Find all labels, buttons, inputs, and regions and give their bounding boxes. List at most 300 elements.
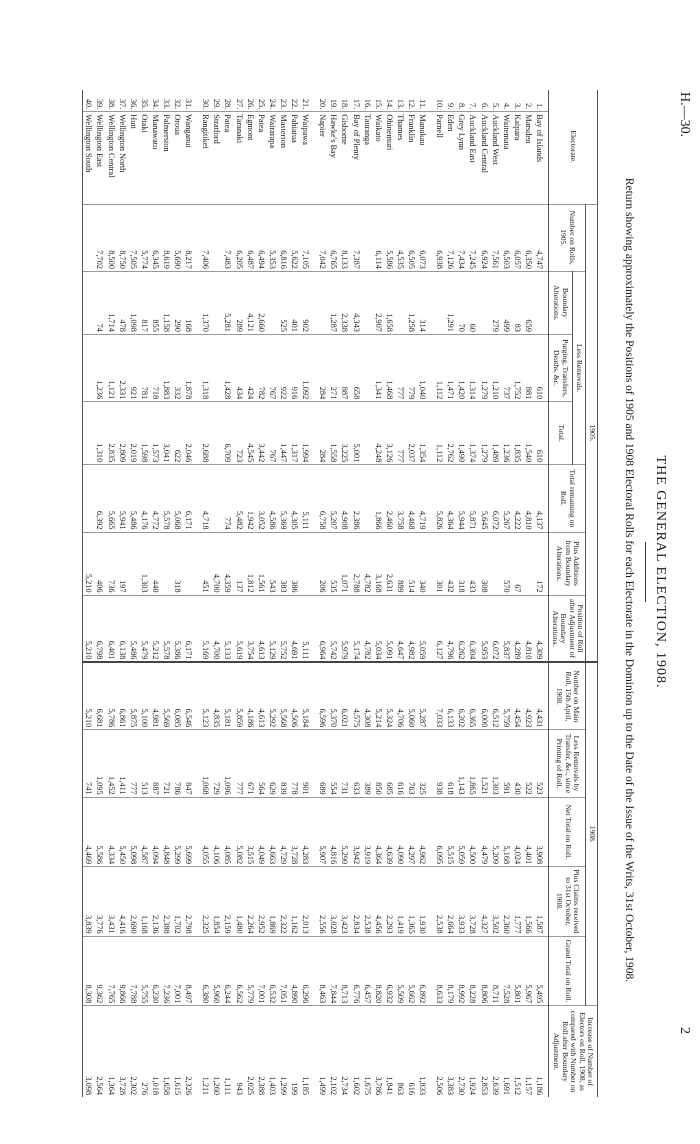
table-cell: 3,442 [256, 402, 267, 465]
table-cell: 3,168 [373, 532, 384, 595]
row-number: 11. [418, 99, 428, 110]
table-cell: 1,018 [150, 1006, 161, 1097]
table-cell: 1,299 [278, 1006, 289, 1097]
table-cell: 4,334 [105, 797, 116, 867]
table-cell: 2,302 [128, 1006, 139, 1097]
table-cell: 6,072 [490, 595, 501, 662]
table-cell: 729 [211, 730, 222, 797]
table-cell: 199 [289, 1006, 300, 1097]
table-cell: 591 [501, 730, 512, 797]
table-cell: 3,502 [490, 867, 501, 937]
table-cell: 440 [150, 532, 161, 595]
table-cell: 5,386 [172, 595, 183, 662]
row-number: 15. [373, 98, 383, 110]
table-cell: 5,786 [105, 662, 116, 729]
table-cell: 1,098 [128, 271, 139, 334]
table-cell: 5,665 [105, 465, 116, 532]
table-cell: 7,434 [456, 204, 467, 271]
table-cell: 2,338 [339, 271, 350, 334]
table-cell: 70 [456, 271, 467, 334]
table-cell: 4,359 [222, 532, 233, 595]
table-cell: 5,859 [234, 662, 245, 729]
table-cell: 4,305 [289, 465, 300, 532]
table-row [523, 90, 534, 1097]
table-cell: 332 [172, 334, 183, 401]
table-cell: 5,944 [456, 465, 467, 532]
table-cell: 685 [384, 730, 395, 797]
table-cell: 5,586 [384, 204, 395, 271]
table-cell: 4,613 [256, 595, 267, 662]
table-cell: 8,133 [339, 204, 350, 271]
table-cell: 8,711 [490, 936, 501, 1006]
table-cell: 1,841 [384, 1006, 395, 1097]
table-cell: 1,675 [362, 1006, 373, 1097]
table-row [512, 90, 523, 1097]
table-cell: 172 [534, 532, 549, 595]
table-row [245, 90, 256, 1097]
table-cell: 5,068 [172, 465, 183, 532]
table-row [161, 90, 172, 1097]
table-cell: 6,512 [490, 662, 501, 729]
table-row [406, 90, 417, 1097]
table-cell: 4,729 [278, 797, 289, 867]
table-cell: 902 [300, 271, 317, 334]
table-cell: 7,406 [200, 204, 211, 271]
table-cell: 5,837 [501, 595, 512, 662]
table-cell: 4,364 [373, 797, 384, 867]
row-number: 1. [535, 102, 545, 110]
table-cell: 2,556 [317, 867, 328, 937]
table-cell: 1,598 [139, 402, 150, 465]
table-row [150, 90, 161, 1097]
table-cell: 4,613 [256, 662, 267, 729]
table-cell: 3,786 [373, 1006, 384, 1097]
table-cell: 8,500 [105, 204, 116, 271]
table-cell: 2,506 [434, 1006, 445, 1097]
table-cell: 689 [317, 730, 328, 797]
header-boundary-alterations: Boundary Alterations. [549, 271, 573, 334]
table-cell [300, 532, 317, 595]
table-cell: 5,353 [267, 204, 278, 271]
table-cell: 3,431 [105, 867, 116, 937]
table-cell: 8,308 [83, 936, 95, 1006]
table-cell [211, 271, 222, 334]
table-row [211, 90, 222, 1097]
electorate-name: Oroua [172, 112, 183, 204]
table-row [384, 90, 395, 1097]
row-number: 10. [435, 98, 445, 110]
table-cell: 4,343 [350, 271, 361, 334]
table-cell: 1,777 [512, 867, 523, 937]
table-row [395, 90, 406, 1097]
table-cell: 6,350 [523, 204, 534, 271]
table-cell: 5,091 [384, 595, 395, 662]
table-cell: 6,596 [317, 662, 328, 729]
table-cell: 5,287 [417, 662, 434, 729]
table-cell: 1,111 [222, 1006, 233, 1097]
table-cell: 1,236 [501, 402, 512, 465]
row-number: 7. [468, 102, 478, 110]
table-cell: 4,700 [211, 532, 222, 595]
table-cell: 1,994 [300, 402, 317, 465]
table-cell: 5,174 [350, 595, 361, 662]
table-cell: 2,325 [200, 867, 211, 937]
table-cell: 863 [395, 1006, 406, 1097]
table-cell: 767 [267, 402, 278, 465]
table-cell: 6,709 [222, 402, 233, 465]
table-cell: 1,210 [490, 334, 501, 401]
table-cell: 2,639 [490, 1006, 501, 1097]
table-cell: 4,500 [467, 797, 478, 867]
table-cell: 2,788 [350, 532, 361, 595]
table-cell: 6,532 [267, 936, 278, 1006]
row-number: 37. [117, 98, 127, 110]
table-cell: 4,848 [161, 797, 172, 867]
table-cell: 6,296 [300, 936, 317, 1006]
row-number: 20. [318, 98, 328, 110]
table-cell: 401 [289, 271, 300, 334]
table-cell: 525 [278, 271, 289, 334]
electorate-name: Egmont [245, 112, 256, 204]
table-cell: 2,809 [117, 402, 128, 465]
table-cell: 3,126 [384, 402, 395, 465]
table-cell: 2,460 [384, 465, 395, 532]
table-cell: 271 [328, 334, 339, 401]
table-cell: 478 [117, 271, 128, 334]
document-code: H.—30. [677, 92, 692, 138]
row-number: 16. [362, 98, 372, 110]
electorate-name: Hutt [128, 112, 139, 204]
table-row [300, 90, 317, 1097]
table-cell: 5,801 [512, 936, 523, 1006]
table-cell: 779 [406, 334, 417, 401]
table-cell: 1,364 [105, 1006, 116, 1097]
table-cell: 2,013 [300, 867, 317, 937]
table-cell: 5,129 [267, 595, 278, 662]
table-cell: 5,875 [128, 662, 139, 729]
table-cell: 5,369 [278, 465, 289, 532]
electorate-name: Masterton [278, 112, 289, 204]
table-cell: 777 [395, 334, 406, 401]
electorate-name: Rangitikei [200, 112, 211, 204]
table-cell: 5,568 [278, 662, 289, 729]
table-cell: 4,586 [267, 465, 278, 532]
table-cell: 4,890 [289, 936, 300, 1006]
row-number: 27. [234, 98, 244, 110]
table-cell: 2,264 [245, 867, 256, 937]
header-number-on-rolls-1905: Number on Rolls, 1905. [549, 204, 586, 271]
table-cell: 847 [183, 730, 200, 797]
table-cell: 1,291 [445, 271, 456, 334]
table-cell: 4,835 [211, 662, 222, 729]
table-cell: 1,835 [512, 402, 523, 465]
table-cell: 610 [534, 402, 549, 465]
table-cell: 633 [350, 730, 361, 797]
electorate-name: Napier [317, 112, 328, 204]
table-cell: 2,762 [445, 402, 456, 465]
table-cell [395, 271, 406, 334]
table-cell: 8,633 [434, 936, 445, 1006]
table-cell: 4,479 [478, 797, 489, 867]
table-cell: 4,468 [406, 465, 417, 532]
header-less-removals: Less Removals. [572, 271, 586, 464]
table-cell: 5,292 [267, 662, 278, 729]
table-cell: 2,688 [200, 402, 211, 465]
table-cell: 276 [139, 1006, 150, 1097]
table-cell: 5,210 [83, 662, 95, 729]
table-cell: 2,025 [245, 1006, 256, 1097]
table-cell: 1,374 [467, 402, 478, 465]
table-cell: 499 [501, 271, 512, 334]
table-cell: 522 [523, 730, 534, 797]
electorate-name: Wellington Central [105, 112, 116, 204]
table-row [445, 90, 456, 1097]
table-cell: 60 [467, 271, 478, 334]
electorate-name: Manukau [417, 112, 434, 204]
table-cell: 2,835 [105, 402, 116, 465]
table-cell: 1,869 [267, 867, 278, 937]
table-cell: 8,619 [161, 204, 172, 271]
row-number: 26. [245, 98, 255, 110]
table-cell: 523 [534, 730, 549, 797]
table-row [222, 90, 233, 1097]
table-row [490, 90, 501, 1097]
table-cell: 5,060 [406, 662, 417, 729]
electorate-name: Stratford [211, 112, 222, 204]
row-number: 25. [256, 98, 266, 110]
row-number: 40. [83, 90, 95, 112]
table-cell [267, 271, 278, 334]
table-cell: 5,100 [139, 662, 150, 729]
table-cell: 8,217 [183, 204, 200, 271]
table-row [417, 90, 434, 1097]
table-cell: 7,001 [256, 936, 267, 1006]
table-cell: 2,664 [445, 867, 456, 937]
table-cell: 2,102 [328, 1006, 339, 1097]
table-cell: 5,619 [234, 595, 245, 662]
table-cell: 774 [222, 465, 233, 532]
table-cell: 5,622 [289, 204, 300, 271]
table-cell: 5,979 [339, 595, 350, 662]
table-cell: 1,092 [300, 334, 317, 401]
table-cell: 7,505 [128, 204, 139, 271]
table-cell: 5,960 [211, 936, 222, 1006]
table-cell: 1,702 [172, 867, 183, 937]
table-cell: 8,497 [183, 936, 200, 1006]
table-cell: 2,798 [183, 867, 200, 937]
table-cell: 5,941 [117, 465, 128, 532]
table-cell [128, 532, 139, 595]
table-cell: 5,752 [278, 595, 289, 662]
table-cell: 4,923 [523, 662, 534, 729]
table-cell: 1,314 [467, 334, 478, 401]
header-grand-total: Grand Total on Roll. [549, 936, 586, 1006]
table-cell: 4,289 [512, 595, 523, 662]
table-cell: 8,820 [373, 936, 384, 1006]
table-cell: 7,483 [222, 204, 233, 271]
table-cell: 5,370 [328, 662, 339, 729]
table-cell: 1,303 [139, 532, 150, 595]
table-cell: 1,658 [161, 1006, 172, 1097]
table-cell: 4,137 [534, 465, 549, 532]
table-cell: 325 [417, 730, 434, 797]
table-cell: 1,310 [94, 402, 105, 465]
table-cell: 1,420 [456, 334, 467, 401]
header-total-remaining: Total remaining on Roll. [549, 465, 586, 532]
table-cell: 2,388 [161, 867, 172, 937]
table-cell: 4,796 [445, 595, 456, 662]
row-number: 23. [278, 98, 288, 110]
table-cell: 5,001 [350, 402, 361, 465]
table-cell: 1,833 [417, 1006, 434, 1097]
row-number: 18. [340, 98, 350, 110]
table-cell: 658 [350, 334, 361, 401]
table-cell: 4,575 [350, 662, 361, 729]
table-cell: 137 [234, 532, 245, 595]
table-row [234, 90, 245, 1097]
electorate-name: Pahiatua [289, 112, 300, 204]
table-cell: 723 [234, 402, 245, 465]
table-row [350, 90, 361, 1097]
table-cell [362, 402, 373, 465]
table-row [267, 90, 278, 1097]
table-cell: 718 [150, 334, 161, 401]
row-number: 4. [501, 102, 511, 110]
table-cell: 1,158 [161, 271, 172, 334]
table-cell: 3,041 [161, 402, 172, 465]
table-cell: 610 [534, 334, 549, 401]
electorate-name: Waipawa [300, 112, 317, 204]
table-cell: 4,456 [373, 867, 384, 937]
electorate-name: Marsden [523, 112, 534, 204]
table-cell [362, 465, 373, 532]
table-row [128, 90, 139, 1097]
table-cell: 855 [150, 271, 161, 334]
header-number-on-main-roll: Number on Main Roll, 15th April, 1908. [549, 662, 586, 729]
table-cell: 3,776 [94, 867, 105, 937]
table-cell: 777 [128, 730, 139, 797]
table-cell: 5,324 [384, 662, 395, 729]
table-cell: 8,806 [478, 936, 489, 1006]
table-cell: 543 [267, 532, 278, 595]
header-total: Total. [549, 402, 573, 465]
header-purging: Purging, Transfers, Deaths, &c. [549, 334, 573, 401]
table-cell: 5,290 [339, 797, 350, 867]
table-cell: 8,179 [445, 936, 456, 1006]
table-cell: 4,454 [512, 662, 523, 729]
electorate-name: Wanganui [183, 112, 200, 204]
table-cell: 5,586 [94, 797, 105, 867]
table-cell: 3,908 [534, 797, 549, 867]
table-cell: 6,505 [406, 204, 417, 271]
table-cell: 741 [83, 730, 95, 797]
table-cell [478, 271, 489, 334]
table-cell: 1,499 [317, 1006, 328, 1097]
table-cell: 1,279 [478, 334, 489, 401]
table-cell: 6,171 [183, 465, 200, 532]
table-cell: 318 [456, 532, 467, 595]
table-cell: 6,776 [350, 936, 361, 1006]
table-cell: 7,702 [94, 204, 105, 271]
table-cell: 6,072 [490, 465, 501, 532]
table-cell: 5,111 [300, 465, 317, 532]
table-cell: 4,186 [245, 662, 256, 729]
table-cell: 5,169 [200, 595, 211, 662]
table-cell: 2,360 [501, 867, 512, 937]
table-cell: 1,287 [328, 271, 339, 334]
table-cell [523, 532, 534, 595]
table-cell: 1,112 [434, 334, 445, 401]
table-row [200, 90, 211, 1097]
table-cell: 5,479 [139, 595, 150, 662]
row-number: 32. [173, 98, 183, 110]
row-number: 21. [301, 98, 311, 110]
table-cell: 5,515 [445, 797, 456, 867]
table-row [94, 90, 105, 1097]
header-less-removals-transfer: Less Removals by Transfer, &c., since Printing of Roll. [549, 730, 586, 797]
electorate-name: Taranaki [234, 112, 245, 204]
table-cell: 6,114 [373, 204, 384, 271]
table-cell: 618 [445, 730, 456, 797]
table-row [117, 90, 128, 1097]
table-cell: 881 [523, 334, 534, 401]
electorate-name: Parnell [434, 112, 445, 204]
table-cell: 2,159 [222, 867, 233, 937]
table-cell: 1,211 [200, 1006, 211, 1097]
table-cell: 383 [278, 532, 289, 595]
table-cell: 451 [200, 532, 211, 595]
table-row [501, 90, 512, 1097]
table-cell: 1,691 [501, 1006, 512, 1097]
row-number: 17. [351, 98, 361, 110]
table-cell: 629 [267, 730, 278, 797]
table-cell: 1,489 [490, 402, 501, 465]
table-cell: 6,758 [317, 465, 328, 532]
table-cell: 5,034 [373, 595, 384, 662]
table-cell: 1,658 [384, 271, 395, 334]
row-number: 5. [490, 102, 500, 110]
row-number: 22. [290, 98, 300, 110]
table-cell: 4,982 [406, 595, 417, 662]
table-cell: 5,267 [501, 465, 512, 532]
table-cell: 5,699 [183, 797, 200, 867]
table-cell: 7,033 [434, 662, 445, 729]
table-cell: 1,930 [417, 867, 434, 937]
page-subtitle: Return showing approximately the Positions of 1905 and 1908 Electoral Rolls for each Electorate in the Dominion up to the Date of the Issue of the Writs, 31st October, 1908. [623, 177, 635, 983]
table-cell: 736 [105, 532, 116, 595]
table-cell: 74 [94, 271, 105, 334]
table-row [289, 90, 300, 1097]
table-cell: 2,564 [94, 1006, 105, 1097]
table-cell: 564 [256, 730, 267, 797]
table-cell: 778 [289, 730, 300, 797]
table-cell: 1,095 [94, 730, 105, 797]
table-cell: 1,468 [384, 334, 395, 401]
table-cell: 4,981 [150, 662, 161, 729]
table-cell: 1,068 [200, 730, 211, 797]
table-cell: 4,962 [417, 797, 434, 867]
table-cell: 314 [417, 271, 434, 334]
table-cell: 308 [478, 532, 489, 595]
table-cell: 432 [445, 532, 456, 595]
table-cell: 616 [395, 730, 406, 797]
electorate-name: Ohinemuri [384, 112, 395, 204]
table-cell [183, 532, 200, 595]
table-cell: 4,772 [150, 465, 161, 532]
header-increase: Increase of Number of Electors on Roll, 1908, as compared with Number on Roll after Boundary Adjustment. [549, 1006, 598, 1097]
row-number: 12. [407, 98, 416, 110]
table-cell [211, 334, 222, 401]
